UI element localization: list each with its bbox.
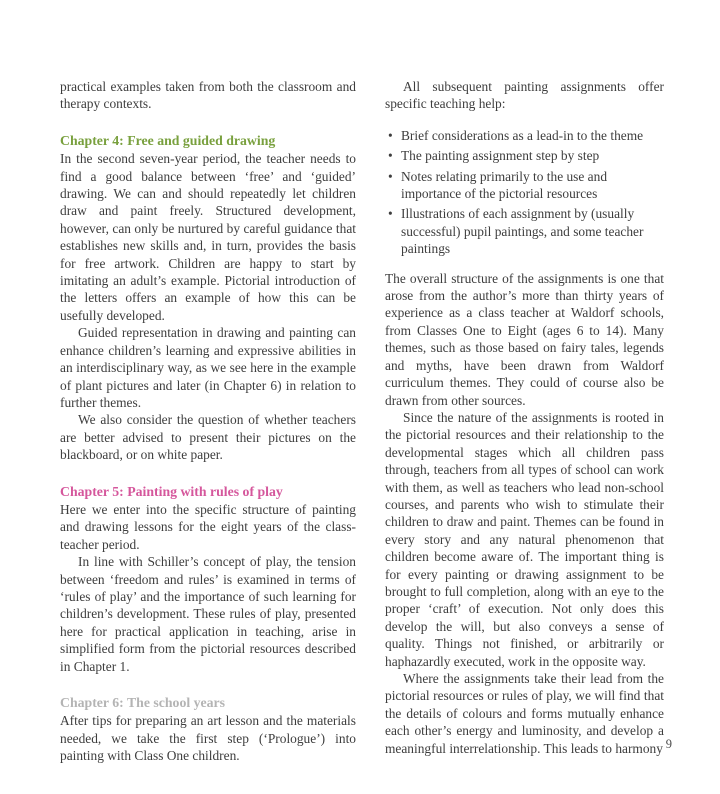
right-column: [385, 78, 664, 757]
chapter-4-heading: Chapter 4: Free and guided drawing: [60, 132, 276, 148]
chapter-6-paragraph-1: After tips for preparing an art lesson and the materials needed, we take the first step (‘Prologue’) into painting with Class One children.: [60, 713, 356, 764]
chapter-4-paragraph-3: We also consider the question of whether teachers are better advised to present their pictures on the blackboard, or on white paper.: [60, 412, 356, 463]
list-item: • Illustrations of each assignment by (usually successful) pupil paintings, and some teacher paintings: [385, 205, 664, 257]
list-item: • Notes relating primarily to the use and importance of the pictorial resources: [385, 168, 664, 203]
continuation-paragraph: practical examples taken from both the classroom and therapy contexts.: [60, 79, 356, 112]
chapter-5-paragraph-2: In line with Schiller’s concept of play, the tension between ‘freedom and rules’ is examined in terms of ‘rules of play’ and the importance of such learning for children’s development. These rules of play, presented here for practical application in teaching, arise in simplified form from the pictorial resources described in Chapter 1.: [60, 554, 356, 674]
chapter-4-paragraph-1: In the second seven-year period, the teacher needs to find a good balance between ‘free’ and ‘guided’ drawing. We can and should repeatedly let children draw and paint freely. Structured development, however, can only be nurtured by careful guidance that establishes new skills and, in turn, provides the basis for free artwork. Children are happy to start by imitating an adult’s example. Pictorial introduction of the letters offers an example of how this can be usefully developed.: [60, 151, 356, 323]
teaching-help-intro-paragraph: All subsequent painting assignments offer specific teaching help:: [385, 79, 664, 112]
chapter-5-paragraph-1: Here we enter into the specific structure of painting and drawing lessons for the eight years of the class-teacher period.: [60, 501, 356, 552]
assignments-structure-paragraph: The overall structure of the assignments is one that arose from the author’s more than thirty years of experience as a class teacher at Waldorf schools, from Classes One to Eight (ages 6 to 14). Many themes, such as those based on fairy tales, legends and myths, have been drawn from Waldorf curriculum themes. They could of course also be drawn from other sources.: [385, 270, 664, 408]
chapter-5-heading: Chapter 5: Painting with rules of play: [60, 483, 283, 499]
chapter-6-heading: Chapter 6: The school years: [60, 695, 226, 710]
page-number: 9: [665, 737, 672, 751]
chapter-4-paragraph-2: Guided representation in drawing and painting can enhance children’s learning and expressive abilities in an interdisciplinary way, as we see here in the example of plant pictures and later (in Chapter 6) in relation to further themes.: [60, 325, 356, 410]
teaching-help-list: [385, 127, 664, 258]
left-column: [60, 78, 356, 765]
assignments-nature-paragraph: Since the nature of the assignments is rooted in the pictorial resources and their relationship to the developmental stages which all children pass through, teachers from all types of school can work with them, as well as teachers who lead non-school courses, and parents who wish to stimulate their children to draw and paint. Themes can be found in every story and any natural phenomenon that children become aware of. The important thing is for every painting or drawing assignment to be brought to full completion, along with an eye to the proper ‘craft’ of execution. Not only does this develop the will, but also conveys a sense of quality. Things not finished, or arbitrarily or haphazardly executed, work in the opposite way.: [385, 409, 664, 669]
assignments-lead-paragraph: Where the assignments take their lead from the pictorial resources or rules of play, we will find that the details of colours and forms mutually enhance each other’s energy and luminosity, and develop a meaningful interrelationship. This leads to harmony: [385, 671, 664, 756]
list-item: • Brief considerations as a lead-in to the theme: [385, 127, 664, 144]
list-item: • The painting assignment step by step: [385, 147, 664, 164]
